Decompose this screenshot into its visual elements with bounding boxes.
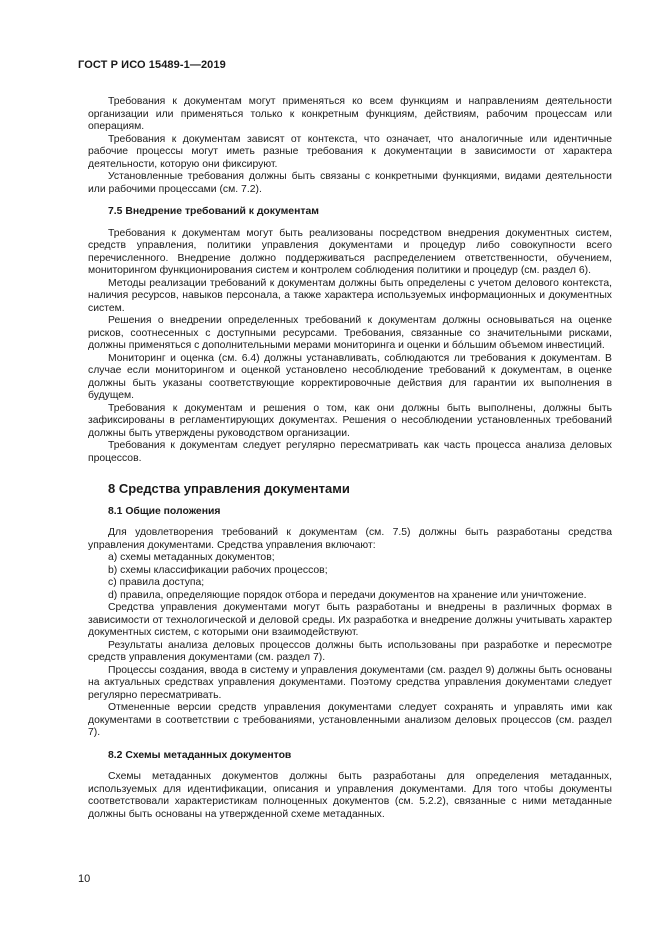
- list-item: d) правила, определяющие порядок отбора и передачи документов на хранение или уничтожение.: [108, 589, 587, 601]
- page-number: 10: [78, 873, 91, 885]
- paragraph: Решения о внедрении определенных требований к документам должны основываться на оценке рисков, соотнесенных с доступными ресурсами. Требования, связанные со значительными рисками, должны применяться с дополнительными мерами мониторинга и оценки и бóльшим объемом инвестиций.: [88, 315, 612, 351]
- paragraph: Требования к документам могут быть реализованы посредством внедрения документных систем, средств управления, политики управления документами и процедур либо совокупности всего перечисленного. Внедрение должно поддерживаться распределением ответственности, обучением, мониторингом функционирования систем и контролем соблюдения политики и процедур (см. раздел 6).: [88, 227, 612, 276]
- paragraph: Процессы создания, ввода в систему и управления документами (см. раздел 9) должны быть основаны на актуальных средствах управления документами. Поэтому средства управления документами следует регулярно пересматривать.: [88, 664, 612, 701]
- list-item: c) правила доступа;: [108, 577, 205, 588]
- paragraph: Результаты анализа деловых процессов должны быть использованы при разработке и пересмотре средств управления документами (см. раздел 7).: [88, 639, 612, 663]
- section-heading-8-1: 8.1 Общие положения: [108, 505, 221, 517]
- paragraph: Требования к документам могут применяться ко всем функциям и направлениям деятельности организации или применяться только к конкретным функциям, действиям, рабочим процессам или операциям.: [88, 96, 612, 132]
- paragraph: Для удовлетворения требований к документам (см. 7.5) должны быть разработаны средства управления документами. Средства управления включают:: [88, 527, 612, 551]
- page-body: [88, 96, 612, 821]
- list-item: a) схемы метаданных документов;: [108, 552, 275, 563]
- paragraph: Установленные требования должны быть связаны с конкретными функциями, видами деятельности или рабочими процессами (см. 7.2).: [88, 171, 612, 195]
- paragraph: Схемы метаданных документов должны быть разработаны для определения метаданных, используемых для идентификации, описания и управления документами. Для того чтобы документы соответствовали характеристикам полноценных документов (см. 5.2.2), связанные с ними метаданные должны быть основаны на утвержденной схеме метаданных.: [88, 771, 612, 820]
- paragraph: Требования к документам зависят от контекста, что означает, что аналогичные или идентичные рабочие процессы могут иметь разные требования к документации в зависимости от характера деятельности, которую они фиксируют.: [88, 133, 612, 170]
- paragraph: Требования к документам следует регулярно пересматривать как часть процесса анализа деловых процессов.: [88, 440, 612, 464]
- section-heading-8: 8 Средства управления документами: [108, 481, 350, 496]
- paragraph: Требования к документам и решения о том, как они должны быть выполнены, должны быть зафиксированы в регламентирующих документах. Решения о несоблюдении установленных требований должны быть утверждены руководством организации.: [88, 402, 612, 439]
- paragraph: Отмененные версии средств управления документами следует сохранять и управлять ими как документами в соответствии с требованиями, установленными анализом деловых процессов (см. раздел 7).: [88, 702, 612, 738]
- document-header: ГОСТ Р ИСО 15489-1—2019: [78, 59, 226, 71]
- section-heading-8-2: 8.2 Схемы метаданных документов: [108, 749, 292, 761]
- section-heading-7-5: 7.5 Внедрение требований к документам: [108, 206, 319, 217]
- paragraph: Методы реализации требований к документам должны быть определены с учетом делового контекста, наличия ресурсов, навыков персонала, а также характера используемых информационных и документных систем.: [88, 277, 612, 314]
- list-item: b) схемы классификации рабочих процессов;: [108, 564, 328, 576]
- paragraph: Средства управления документами могут быть разработаны и внедрены в различных формах в зависимости от технологической и деловой среды. Их разработка и внедрение должны учитывать характер документных систем, с которыми они взаимодействуют.: [88, 602, 612, 638]
- paragraph: Мониторинг и оценка (см. 6.4) должны устанавливать, соблюдаются ли требования к документам. В случае если мониторингом и оценкой установлено несоблюдение требований к документам, в оценке должны быть указаны соответствующие корректировочные действия для гарантии их выполнения в будущем.: [88, 352, 612, 401]
